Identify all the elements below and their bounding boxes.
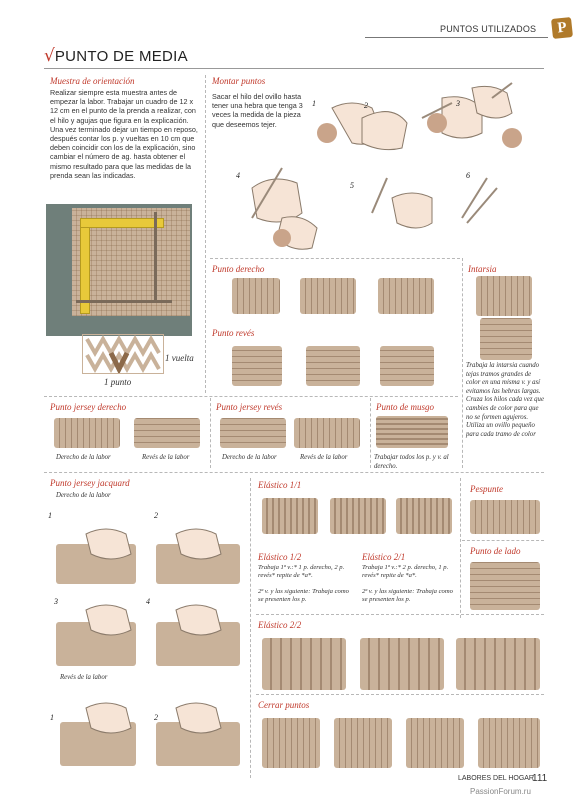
elastico21-body2: 2ª v. y las siguiente: Trabaja como se presenten los p. [362, 588, 453, 604]
logo-letter: P [556, 19, 568, 37]
swatch-cerrar-2 [334, 718, 392, 768]
punto-lado-heading: Punto de lado [470, 546, 521, 556]
elastico21-heading: Elástico 2/1 [362, 552, 406, 562]
swatch-elastico11-1 [262, 498, 318, 534]
header-section-label: PUNTOS UTILIZADOS [440, 24, 537, 34]
divider [210, 398, 211, 468]
svg-text:2: 2 [364, 101, 368, 110]
jersey-reves-heading: Punto jersey revés [216, 402, 283, 412]
swatch-reves-3 [380, 346, 434, 386]
derecho-heading: Punto derecho [212, 264, 265, 274]
svg-text:2: 2 [154, 511, 158, 520]
svg-text:3: 3 [456, 99, 460, 108]
ruler-horizontal [80, 218, 164, 228]
caption: Derecho de la labor [56, 492, 111, 499]
elastico11-heading: Elástico 1/1 [258, 480, 302, 490]
montar-body: Sacar el hilo del ovillo hasta tener una hebra que tenga 3 veces la medida de la pieza que deseemos tejer. [212, 92, 303, 129]
svg-text:4: 4 [236, 171, 240, 180]
elastico22-heading: Elástico 2/2 [258, 620, 302, 630]
swatch-punto-lado [470, 562, 540, 610]
caption: Revés de la labor [300, 454, 348, 461]
svg-text:2: 2 [154, 713, 158, 722]
svg-text:5: 5 [350, 181, 354, 190]
divider [256, 614, 544, 615]
divider [460, 478, 461, 618]
swatch-derecho-3 [378, 278, 434, 314]
swatch-elastico11-2 [330, 498, 386, 534]
jacquard-heading: Punto jersey jacquard [50, 478, 130, 488]
swatch-jersey-reves-2 [294, 418, 360, 448]
swatch-musgo [376, 416, 448, 448]
svg-text:4: 4 [146, 597, 150, 606]
musgo-heading: Punto de musgo [376, 402, 434, 412]
caption: Revés de la labor [60, 674, 108, 681]
footer-page-number: 111 [532, 773, 548, 784]
divider [462, 540, 544, 541]
swatch-reves-1 [232, 346, 282, 386]
swatch-cerrar-1 [262, 718, 320, 768]
swatch-elastico22-3 [456, 638, 540, 690]
montar-heading: Montar puntos [212, 76, 266, 86]
jersey-derecho-heading: Punto jersey derecho [50, 402, 127, 412]
divider [250, 478, 251, 778]
header-rule [365, 37, 548, 38]
stitch-diagram [82, 334, 164, 374]
swatch-jersey-derecho-2 [134, 418, 200, 448]
caption: Derecho de la labor [56, 454, 111, 461]
swatch-elastico11-3 [396, 498, 452, 534]
gauge-swatch-illustration [46, 204, 192, 336]
pin-icon [154, 212, 157, 302]
svg-text:1: 1 [312, 99, 316, 108]
jacquard-illustrations [46, 504, 246, 778]
cerrar-heading: Cerrar puntos [258, 700, 310, 710]
svg-text:1: 1 [50, 713, 54, 722]
header-logo [551, 17, 573, 39]
divider [256, 694, 544, 695]
swatch-elastico22-2 [360, 638, 444, 690]
divider [44, 396, 458, 397]
label-punto: 1 punto [104, 377, 132, 387]
montar-illustrations [212, 78, 546, 256]
muestra-body: Realizar siempre esta muestra antes de empezar la labor. Trabajar un cuadro de 12 x 12 cm en el punto de la prenda a realizar, con el hilo y agujas que figura en la explicación. Una vez terminado dejar un tiempo en reposo, después contar los p. y vueltas en 10 cm que deben coincidir con los de la explicación, sino cambiar el número de ag. hasta obtener el mismo resultado para que las medidas de la prenda sean las indicadas. [50, 88, 198, 180]
intarsia-heading: Intarsia [468, 264, 497, 274]
svg-text:1: 1 [48, 511, 52, 520]
swatch-intarsia-1 [476, 276, 532, 316]
muestra-heading: Muestra de orientación [50, 76, 135, 86]
caption: Revés de la labor [142, 454, 190, 461]
elastico12-body2: 2ª v. y las siguiente: Trabaja como se presenten los p. [258, 588, 349, 604]
title-text: PUNTO DE MEDIA [54, 48, 188, 65]
swatch-jersey-reves-1 [220, 418, 286, 448]
title-rule [44, 68, 544, 69]
swatch-derecho-1 [232, 278, 280, 314]
svg-text:3: 3 [54, 597, 58, 606]
swatch-intarsia-2 [480, 318, 532, 360]
swatch-jersey-derecho-1 [54, 418, 120, 448]
svg-text:6: 6 [466, 171, 470, 180]
divider [462, 258, 463, 468]
swatch-cerrar-4 [478, 718, 540, 768]
swatch-reves-2 [306, 346, 360, 386]
pespunte-heading: Pespunte [470, 484, 503, 494]
reves-heading: Punto revés [212, 328, 255, 338]
swatch-cerrar-3 [406, 718, 464, 768]
intarsia-body: Trabaja la intarsia cuando tejas tramos grandes de color en una misma v. y así evitamos las hebras largas. Cruza los hilos cada vez que cambies de color para que no se formen agujeros. Utiliza un ovillo pequeño para cada tramo de color [466, 362, 544, 438]
elastico12-heading: Elástico 1/2 [258, 552, 302, 562]
swatch-elastico22-1 [262, 638, 346, 690]
footer-watermark: PassionForum.ru [470, 787, 531, 796]
label-vuelta: 1 vuelta [165, 353, 194, 363]
divider [370, 398, 371, 468]
caption: Derecho de la labor [222, 454, 277, 461]
swatch-pespunte [470, 500, 540, 534]
title-check-icon: √ [44, 46, 55, 66]
divider [210, 258, 460, 259]
elastico21-body1: Trabaja 1ª v.:* 2 p. derecho, 1 p. revés* repite de *a*. [362, 564, 449, 580]
swatch-derecho-2 [300, 278, 356, 314]
divider [205, 75, 206, 393]
elastico12-body1: Trabaja 1ª v.:* 1 p. derecho, 2 p. revés* repite de *a*. [258, 564, 345, 580]
musgo-body: Trabajar todos los p. y v. al derecho. [374, 454, 449, 470]
pin-icon [76, 300, 172, 303]
page-title [44, 46, 188, 66]
divider [44, 472, 544, 473]
footer-magazine: LABORES DEL HOGAR [458, 775, 534, 782]
